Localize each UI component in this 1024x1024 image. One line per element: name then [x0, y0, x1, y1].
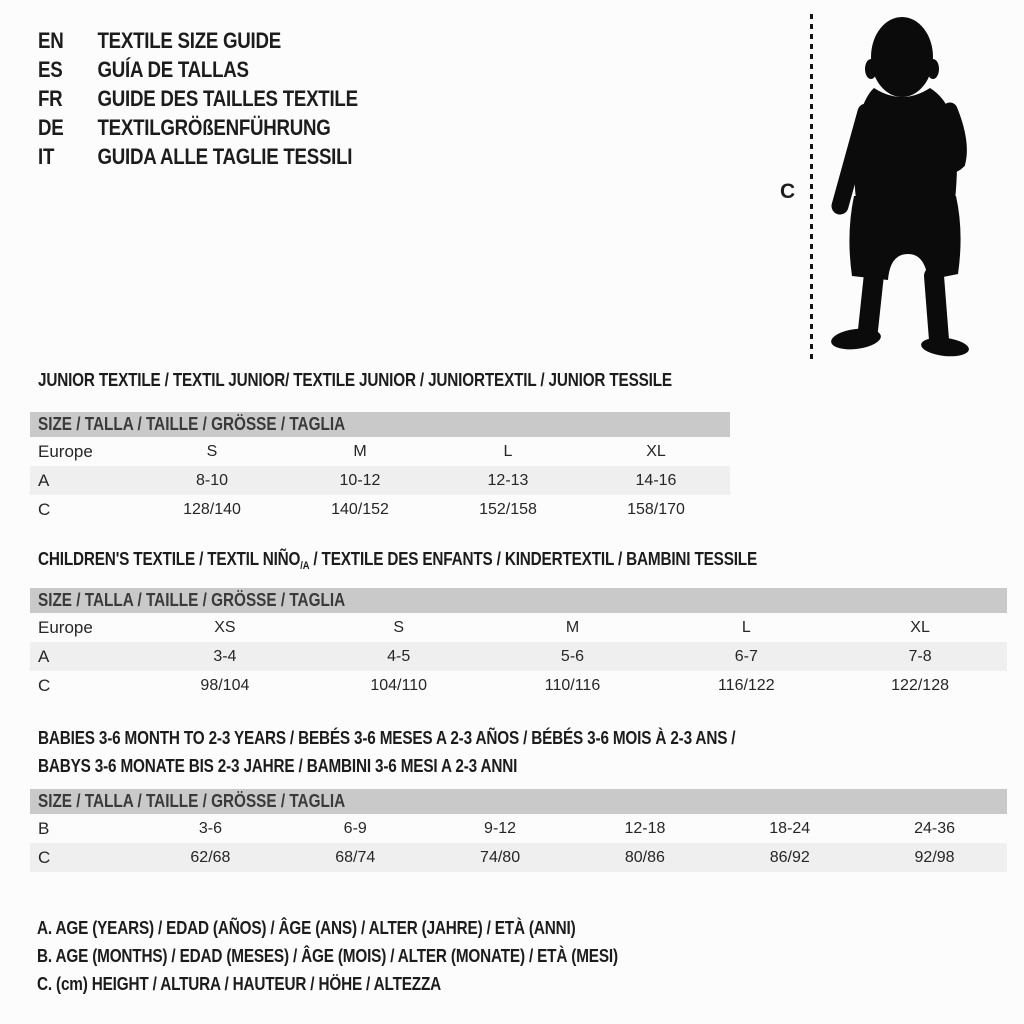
row-label: C [38, 847, 51, 867]
baby-ear-right [927, 59, 939, 79]
table-cell: 140/152 [331, 500, 389, 518]
table-row [30, 613, 1007, 642]
baby-head [871, 17, 933, 97]
language-row-de [38, 113, 358, 142]
table-cell: 68/74 [335, 848, 376, 866]
language-title-list [38, 26, 358, 171]
babies-title-line1: BABIES 3-6 MONTH TO 2-3 YEARS / BEBÉS 3-6 MESES A 2-3 AÑOS / BÉBÉS 3-6 MOIS À 2-3 ANS / [38, 728, 736, 748]
size-header-bar [30, 412, 730, 437]
table-row [30, 671, 1007, 700]
table-row [30, 466, 730, 495]
table-cell: 74/80 [480, 848, 521, 866]
table-cell: 6-9 [343, 819, 367, 837]
table-cell: 18-24 [769, 819, 811, 837]
table-cell: 86/92 [769, 848, 810, 866]
babies-title-line2: BABYS 3-6 MONATE BIS 2-3 JAHRE / BAMBINI 3-6 MESI A 2-3 ANNI [38, 756, 518, 776]
babies-size-table [30, 789, 1007, 872]
junior-size-table [30, 412, 730, 524]
dotted-height-line [810, 14, 813, 362]
height-measure-figure [778, 8, 992, 364]
size-header-bar [30, 588, 1007, 613]
language-title: GUÍA DE TALLAS [97, 56, 249, 82]
table-cell: 12-18 [624, 819, 666, 837]
table-cell: 62/68 [190, 848, 231, 866]
row-label: C [38, 499, 51, 519]
height-measure-label: C [780, 180, 796, 203]
table-cell: XL [910, 618, 930, 636]
legend-line-a: A. AGE (YEARS) / EDAD (AÑOS) / ÂGE (ANS) / ALTER (JAHRE) / ETÀ (ANNI) [37, 918, 576, 938]
row-label: C [38, 675, 51, 695]
table-cell: XS [214, 618, 236, 636]
junior-section-title-text: JUNIOR TEXTILE / TEXTIL JUNIOR/ TEXTILE JUNIOR / JUNIORTEXTIL / JUNIOR TESSILE [38, 370, 672, 390]
table-row [30, 814, 1007, 843]
junior-section-title [38, 366, 784, 394]
language-code: DE [38, 114, 64, 140]
size-header-text: SIZE / TALLA / TAILLE / GRÖSSE / TAGLIA [38, 414, 346, 434]
baby-leg-right [934, 276, 939, 340]
language-title: TEXTILGRÖßENFÜHRUNG [97, 114, 331, 140]
row-label: A [38, 470, 50, 490]
table-row [30, 843, 1007, 872]
size-header-text: SIZE / TALLA / TAILLE / GRÖSSE / TAGLIA [38, 590, 346, 610]
table-cell: L [503, 442, 513, 460]
baby-leg-left [868, 274, 874, 330]
table-row [30, 437, 730, 466]
table-cell: 5-6 [560, 647, 585, 665]
table-cell: 3-6 [198, 819, 222, 837]
language-title: TEXTILE SIZE GUIDE [97, 27, 281, 53]
language-row-en [38, 26, 358, 55]
measure-legend [37, 914, 720, 998]
baby-foot-right [920, 336, 970, 357]
children-section-title-text [38, 545, 757, 580]
row-label: B [38, 818, 50, 838]
language-code: FR [38, 85, 63, 111]
table-cell: 104/110 [370, 676, 428, 694]
table-cell: S [206, 442, 218, 460]
legend-line-b: B. AGE (MONTHS) / EDAD (MESES) / ÂGE (MOIS) / ALTER (MONATE) / ETÀ (MESI) [37, 946, 618, 966]
language-title: GUIDE DES TAILLES TEXTILE [97, 85, 358, 111]
children-title-pre: CHILDREN'S TEXTILE / TEXTIL NIÑO [38, 549, 301, 569]
table-cell: 116/122 [717, 676, 775, 694]
language-code: ES [38, 56, 63, 82]
language-title: GUIDA ALLE TAGLIE TESSILI [97, 143, 353, 169]
table-cell: 128/140 [183, 500, 241, 518]
table-cell: L [741, 618, 751, 636]
table-cell: 12-13 [487, 471, 529, 489]
language-row-fr [38, 84, 358, 113]
table-cell: S [393, 618, 405, 636]
table-cell: 98/104 [200, 676, 250, 694]
language-row-es [38, 55, 358, 84]
table-row [30, 495, 730, 524]
table-cell: M [353, 442, 367, 460]
language-code: IT [38, 143, 55, 169]
children-title-subscript: /A [300, 560, 310, 572]
table-cell: 122/128 [891, 676, 949, 694]
children-size-table [30, 588, 1007, 700]
language-code: EN [38, 27, 64, 53]
table-cell: 9-12 [484, 819, 517, 837]
table-cell: 24-36 [914, 819, 956, 837]
table-cell: 4-5 [387, 647, 411, 665]
table-cell: 10-12 [339, 471, 381, 489]
size-header-text: SIZE / TALLA / TAILLE / GRÖSSE / TAGLIA [38, 791, 346, 811]
table-cell: 152/158 [479, 500, 537, 518]
table-cell: 14-16 [635, 471, 677, 489]
baby-shorts [849, 196, 960, 280]
table-cell: 8-10 [195, 471, 229, 489]
table-cell: 158/170 [627, 500, 685, 518]
table-cell: 7-8 [908, 647, 932, 665]
table-cell: XL [646, 442, 666, 460]
children-title-post: / TEXTILE DES ENFANTS / KINDERTEXTIL / BAMBINI TESSILE [309, 549, 758, 569]
babies-section-title [38, 724, 858, 780]
table-cell: 110/116 [544, 676, 601, 694]
size-header-bar [30, 789, 1007, 814]
table-cell: M [565, 618, 580, 636]
toddler-silhouette-icon [822, 12, 972, 357]
legend-line-c: C. (cm) HEIGHT / ALTURA / HAUTEUR / HÖHE / ALTEZZA [37, 974, 442, 994]
children-section-title [38, 545, 884, 580]
row-label: Europe [38, 441, 93, 461]
row-label: Europe [38, 617, 93, 637]
table-cell: 6-7 [734, 647, 758, 665]
table-row [30, 642, 1007, 671]
baby-ear-left [865, 59, 877, 79]
row-label: A [38, 646, 50, 666]
language-row-it [38, 142, 358, 171]
table-cell: 92/98 [914, 848, 955, 866]
table-cell: 80/86 [624, 848, 665, 866]
table-cell: 3-4 [213, 647, 237, 665]
